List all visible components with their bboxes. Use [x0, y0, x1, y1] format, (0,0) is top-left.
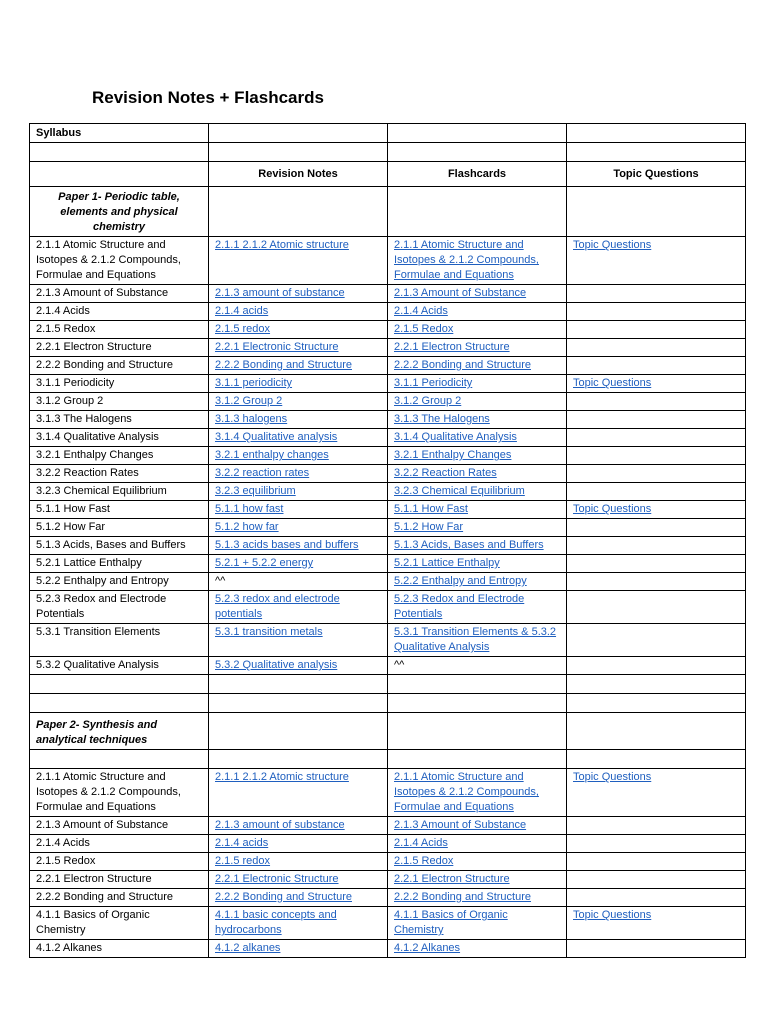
topic-cell-text: 2.2.1 Electron Structure: [36, 341, 152, 353]
empty-cell: [567, 713, 746, 750]
empty-cell: [567, 694, 746, 713]
table-row: [30, 573, 746, 591]
topic-questions-cell: [567, 237, 746, 285]
revision-notes-cell-link[interactable]: 3.1.2 Group 2: [215, 395, 283, 407]
revision-table: [29, 123, 746, 958]
topic-cell-text: 2.1.5 Redox: [36, 323, 96, 335]
topic-questions-cell: [567, 537, 746, 555]
table-row: [30, 375, 746, 393]
topic-cell: [30, 573, 209, 591]
flashcards-cell: [388, 817, 567, 835]
revision-notes-cell: [209, 817, 388, 835]
topic-cell-text: 2.1.4 Acids: [36, 837, 90, 849]
revision-notes-cell-link[interactable]: 2.1.5 redox: [215, 855, 271, 867]
topic-questions-cell: [567, 447, 746, 465]
topic-cell-text: 2.1.1 Atomic Structure and Isotopes & 2.1.2 Compounds, Formulae and Equations: [36, 771, 181, 813]
flashcards-cell-link[interactable]: 2.1.3 Amount of Substance: [394, 819, 527, 831]
table-row: [30, 940, 746, 958]
topic-cell-text: 2.2.2 Bonding and Structure: [36, 359, 173, 371]
flashcards-cell-link[interactable]: 2.1.4 Acids: [394, 305, 448, 317]
revision-notes-cell-link[interactable]: 2.1.4 acids: [215, 305, 269, 317]
topic-cell: [30, 657, 209, 675]
topic-cell: [30, 339, 209, 357]
header-topic-questions: Topic Questions: [567, 162, 746, 187]
empty-cell: [388, 750, 567, 769]
flashcards-cell: [388, 573, 567, 591]
flashcards-cell-link[interactable]: 2.2.2 Bonding and Structure: [394, 359, 531, 371]
revision-notes-cell: [209, 573, 388, 591]
revision-notes-cell-link[interactable]: 3.1.1 periodicity: [215, 377, 293, 389]
topic-cell-text: 2.1.1 Atomic Structure and Isotopes & 2.1.2 Compounds, Formulae and Equations: [36, 239, 181, 281]
flashcards-cell: [388, 339, 567, 357]
topic-questions-cell: [567, 853, 746, 871]
topic-cell: [30, 889, 209, 907]
revision-notes-cell: [209, 519, 388, 537]
revision-notes-cell-link[interactable]: 2.1.5 redox: [215, 323, 271, 335]
empty-cell: [30, 750, 209, 769]
topic-cell-text: 5.2.3 Redox and Electrode Potentials: [36, 593, 167, 620]
header-revision-notes: Revision Notes: [209, 162, 388, 187]
revision-notes-cell-link[interactable]: 2.2.1 Electronic Structure: [215, 873, 339, 885]
topic-cell: [30, 483, 209, 501]
table-row: [30, 624, 746, 657]
revision-notes-cell-link[interactable]: 3.1.3 halogens: [215, 413, 288, 425]
topic-questions-cell: [567, 769, 746, 817]
revision-notes-cell-link[interactable]: 3.1.4 Qualitative analysis: [215, 431, 338, 443]
flashcards-cell: [388, 519, 567, 537]
revision-notes-cell: [209, 483, 388, 501]
header-row: [30, 162, 746, 187]
topic-questions-cell: [567, 429, 746, 447]
flashcards-cell-link[interactable]: 3.1.3 The Halogens: [394, 413, 490, 425]
topic-cell: [30, 835, 209, 853]
revision-notes-cell-link[interactable]: 2.2.2 Bonding and Structure: [215, 359, 352, 371]
flashcards-cell-link[interactable]: 5.1.3 Acids, Bases and Buffers: [394, 539, 544, 551]
flashcards-cell: [388, 375, 567, 393]
flashcards-cell-link[interactable]: 3.1.2 Group 2: [394, 395, 462, 407]
flashcards-cell-link[interactable]: 2.1.4 Acids: [394, 837, 448, 849]
topic-cell: [30, 555, 209, 573]
table-row: [30, 907, 746, 940]
paper2-heading-row: [30, 713, 746, 750]
revision-notes-cell: [209, 537, 388, 555]
topic-cell-text: 5.2.1 Lattice Enthalpy: [36, 557, 142, 569]
flashcards-cell: [388, 853, 567, 871]
flashcards-cell: [388, 555, 567, 573]
flashcards-cell: [388, 871, 567, 889]
flashcards-cell-link[interactable]: 5.2.3 Redox and Electrode Potentials: [394, 593, 525, 620]
table-row: [30, 321, 746, 339]
empty-cell: [209, 124, 388, 143]
table-row: [30, 537, 746, 555]
flashcards-cell: [388, 835, 567, 853]
flashcards-cell-link[interactable]: 4.1.2 Alkanes: [394, 942, 461, 954]
revision-notes-cell-link[interactable]: 5.1.1 how fast: [215, 503, 284, 515]
topic-questions-cell: [567, 871, 746, 889]
empty-cell: [567, 187, 746, 237]
topic-questions-cell: [567, 573, 746, 591]
revision-notes-cell: [209, 591, 388, 624]
revision-notes-cell: [209, 411, 388, 429]
empty-cell: [209, 694, 388, 713]
table-row: [30, 591, 746, 624]
topic-cell-text: 2.1.3 Amount of Substance: [36, 287, 169, 299]
flashcards-cell-link[interactable]: 2.1.5 Redox: [394, 323, 454, 335]
topic-questions-cell: [567, 393, 746, 411]
revision-notes-cell: [209, 940, 388, 958]
table-row: [30, 817, 746, 835]
topic-questions-cell: [567, 591, 746, 624]
topic-cell-text: 5.3.1 Transition Elements: [36, 626, 161, 638]
topic-cell: [30, 303, 209, 321]
revision-notes-cell-link[interactable]: 2.1.1 2.1.2 Atomic structure: [215, 771, 349, 783]
flashcards-cell: [388, 624, 567, 657]
spacer-row: [30, 675, 746, 694]
empty-cell: [209, 750, 388, 769]
revision-notes-cell: [209, 889, 388, 907]
topic-questions-cell: [567, 357, 746, 375]
topic-cell: [30, 237, 209, 285]
table-row: [30, 237, 746, 285]
empty-cell: [388, 675, 567, 694]
topic-cell-text: 3.1.3 The Halogens: [36, 413, 132, 425]
empty-cell: [30, 143, 209, 162]
topic-questions-cell: [567, 285, 746, 303]
empty-cell: [567, 675, 746, 694]
topic-cell-text: 4.1.1 Basics of Organic Chemistry: [36, 909, 150, 936]
topic-cell-text: 3.2.1 Enthalpy Changes: [36, 449, 154, 461]
spacer-row: [30, 750, 746, 769]
topic-questions-cell: [567, 624, 746, 657]
revision-notes-cell-link[interactable]: 2.2.2 Bonding and Structure: [215, 891, 352, 903]
flashcards-cell: [388, 237, 567, 285]
empty-cell: [209, 713, 388, 750]
syllabus-label: Syllabus: [30, 124, 209, 143]
flashcards-cell: [388, 393, 567, 411]
revision-notes-cell-link[interactable]: 3.2.1 enthalpy changes: [215, 449, 329, 461]
table-row: [30, 429, 746, 447]
revision-notes-cell-link[interactable]: 5.1.2 how far: [215, 521, 279, 533]
flashcards-cell-link[interactable]: 2.2.1 Electron Structure: [394, 873, 510, 885]
flashcards-cell: [388, 940, 567, 958]
empty-cell: [30, 675, 209, 694]
topic-cell: [30, 907, 209, 940]
topic-questions-cell-link[interactable]: Topic Questions: [573, 503, 652, 515]
topic-cell-text: 2.2.2 Bonding and Structure: [36, 891, 173, 903]
paper1-title: Paper 1- Periodic table, elements and physical chemistry: [30, 187, 209, 237]
table-row: [30, 339, 746, 357]
table-row: [30, 769, 746, 817]
revision-notes-cell: [209, 853, 388, 871]
flashcards-cell: [388, 321, 567, 339]
revision-notes-cell-link[interactable]: 5.3.2 Qualitative analysis: [215, 659, 338, 671]
flashcards-cell: [388, 501, 567, 519]
document-title: Revision Notes + Flashcards: [92, 88, 324, 107]
table-row: [30, 393, 746, 411]
revision-notes-cell: [209, 657, 388, 675]
table-row: [30, 447, 746, 465]
flashcards-cell-link[interactable]: 3.2.1 Enthalpy Changes: [394, 449, 512, 461]
revision-notes-cell: [209, 357, 388, 375]
topic-cell-text: 5.1.1 How Fast: [36, 503, 110, 515]
topic-cell-text: 3.1.1 Periodicity: [36, 377, 115, 389]
flashcards-cell: [388, 465, 567, 483]
topic-cell: [30, 375, 209, 393]
empty-cell: [567, 143, 746, 162]
topic-cell: [30, 447, 209, 465]
topic-cell-text: 2.1.4 Acids: [36, 305, 90, 317]
flashcards-cell: [388, 411, 567, 429]
revision-notes-cell: [209, 429, 388, 447]
topic-questions-cell: [567, 555, 746, 573]
revision-notes-cell: [209, 465, 388, 483]
revision-notes-cell-link[interactable]: 5.2.1 + 5.2.2 energy: [215, 557, 314, 569]
table-row: [30, 303, 746, 321]
topic-questions-cell: [567, 889, 746, 907]
topic-cell: [30, 769, 209, 817]
flashcards-cell: [388, 357, 567, 375]
revision-notes-cell: [209, 339, 388, 357]
header-flashcards: Flashcards: [388, 162, 567, 187]
flashcards-cell: [388, 447, 567, 465]
table-row: [30, 871, 746, 889]
table-row: [30, 853, 746, 871]
topic-questions-cell: [567, 907, 746, 940]
empty-cell: [30, 162, 209, 187]
table-row: [30, 357, 746, 375]
topic-cell: [30, 817, 209, 835]
empty-cell: [388, 713, 567, 750]
revision-notes-cell: [209, 907, 388, 940]
revision-notes-cell: [209, 624, 388, 657]
table-row: [30, 519, 746, 537]
revision-notes-cell: [209, 237, 388, 285]
revision-notes-cell-link[interactable]: 2.1.4 acids: [215, 837, 269, 849]
topic-questions-cell: [567, 501, 746, 519]
empty-cell: [388, 124, 567, 143]
topic-questions-cell: [567, 817, 746, 835]
table-row: [30, 483, 746, 501]
topic-cell: [30, 393, 209, 411]
topic-questions-cell: [567, 465, 746, 483]
flashcards-cell-link[interactable]: 3.1.1 Periodicity: [394, 377, 473, 389]
spacer-row: [30, 143, 746, 162]
flashcards-cell-link[interactable]: 3.1.4 Qualitative Analysis: [394, 431, 517, 443]
table-row: [30, 889, 746, 907]
table-row: [30, 465, 746, 483]
table-row: [30, 501, 746, 519]
flashcards-cell-link[interactable]: 2.2.1 Electron Structure: [394, 341, 510, 353]
topic-cell: [30, 591, 209, 624]
flashcards-cell-link[interactable]: 5.2.2 Enthalpy and Entropy: [394, 575, 527, 587]
topic-cell-text: 2.1.5 Redox: [36, 855, 96, 867]
topic-cell: [30, 624, 209, 657]
topic-cell: [30, 285, 209, 303]
topic-questions-cell: [567, 519, 746, 537]
topic-questions-cell: [567, 321, 746, 339]
topic-questions-cell: [567, 375, 746, 393]
flashcards-cell-link[interactable]: 4.1.1 Basics of Organic Chemistry: [394, 909, 508, 936]
flashcards-cell: [388, 429, 567, 447]
topic-cell: [30, 501, 209, 519]
revision-notes-cell: [209, 447, 388, 465]
revision-notes-cell: [209, 555, 388, 573]
revision-notes-cell: [209, 393, 388, 411]
topic-questions-cell-link[interactable]: Topic Questions: [573, 239, 652, 251]
revision-notes-cell: [209, 769, 388, 817]
flashcards-cell: [388, 303, 567, 321]
revision-notes-cell: [209, 285, 388, 303]
empty-cell: [388, 187, 567, 237]
table-row: [30, 835, 746, 853]
revision-notes-cell-link[interactable]: 4.1.2 alkanes: [215, 942, 281, 954]
topic-cell: [30, 321, 209, 339]
topic-cell-text: 2.2.1 Electron Structure: [36, 873, 152, 885]
revision-notes-cell-link[interactable]: 2.1.3 amount of substance: [215, 287, 345, 299]
flashcards-cell: [388, 285, 567, 303]
revision-notes-cell-link[interactable]: 2.2.1 Electronic Structure: [215, 341, 339, 353]
flashcards-cell: [388, 591, 567, 624]
table-row: [30, 411, 746, 429]
revision-notes-cell: [209, 321, 388, 339]
topic-cell-text: 2.1.3 Amount of Substance: [36, 819, 169, 831]
topic-questions-cell: [567, 339, 746, 357]
flashcards-cell-link[interactable]: 2.2.2 Bonding and Structure: [394, 891, 531, 903]
flashcards-cell: [388, 769, 567, 817]
flashcards-cell-link[interactable]: 5.1.2 How Far: [394, 521, 464, 533]
topic-cell: [30, 853, 209, 871]
revision-notes-cell: [209, 501, 388, 519]
flashcards-cell-link[interactable]: 3.2.3 Chemical Equilibrium: [394, 485, 525, 497]
empty-cell: [567, 124, 746, 143]
topic-questions-cell: [567, 835, 746, 853]
flashcards-cell-link[interactable]: 2.1.1 Atomic Structure and Isotopes & 2.1.2 Compounds, Formulae and Equations: [394, 239, 539, 281]
topic-questions-cell: [567, 940, 746, 958]
spacer-row: [30, 694, 746, 713]
empty-cell: [567, 750, 746, 769]
flashcards-cell: [388, 907, 567, 940]
flashcards-cell: [388, 483, 567, 501]
topic-cell: [30, 519, 209, 537]
revision-notes-cell-link[interactable]: 4.1.1 basic concepts and hydrocarbons: [215, 909, 337, 936]
topic-questions-cell-link[interactable]: Topic Questions: [573, 909, 652, 921]
revision-notes-cell: [209, 303, 388, 321]
table-row: [30, 657, 746, 675]
empty-cell: [30, 694, 209, 713]
topic-cell-text: 5.3.2 Qualitative Analysis: [36, 659, 159, 671]
topic-cell: [30, 411, 209, 429]
revision-notes-cell-text: ^^: [215, 575, 226, 587]
revision-notes-cell-link[interactable]: 2.1.1 2.1.2 Atomic structure: [215, 239, 349, 251]
topic-cell-text: 3.1.2 Group 2: [36, 395, 104, 407]
flashcards-cell: [388, 537, 567, 555]
topic-questions-cell: [567, 303, 746, 321]
topic-questions-cell-link[interactable]: Topic Questions: [573, 377, 652, 389]
topic-cell: [30, 871, 209, 889]
revision-notes-cell-link[interactable]: 2.1.3 amount of substance: [215, 819, 345, 831]
table-row: [30, 285, 746, 303]
topic-cell: [30, 537, 209, 555]
empty-cell: [388, 143, 567, 162]
topic-cell-text: 5.2.2 Enthalpy and Entropy: [36, 575, 169, 587]
topic-cell-text: 3.2.2 Reaction Rates: [36, 467, 139, 479]
topic-cell: [30, 357, 209, 375]
revision-notes-cell-link[interactable]: 3.2.3 equilibrium: [215, 485, 296, 497]
topic-questions-cell: [567, 657, 746, 675]
table-row: [30, 555, 746, 573]
syllabus-row: [30, 124, 746, 143]
flashcards-cell-link[interactable]: 2.1.5 Redox: [394, 855, 454, 867]
flashcards-cell: [388, 657, 567, 675]
topic-cell: [30, 465, 209, 483]
flashcards-cell: [388, 889, 567, 907]
revision-notes-cell: [209, 871, 388, 889]
topic-questions-cell: [567, 411, 746, 429]
empty-cell: [209, 187, 388, 237]
topic-cell-text: 5.1.3 Acids, Bases and Buffers: [36, 539, 186, 551]
revision-notes-cell-link[interactable]: 5.2.3 redox and electrode potentials: [215, 593, 340, 620]
flashcards-cell-link[interactable]: 2.1.1 Atomic Structure and Isotopes & 2.1.2 Compounds, Formulae and Equations: [394, 771, 539, 813]
empty-cell: [209, 143, 388, 162]
flashcards-cell-link[interactable]: 2.1.3 Amount of Substance: [394, 287, 527, 299]
topic-cell: [30, 429, 209, 447]
flashcards-cell-link[interactable]: 5.1.1 How Fast: [394, 503, 468, 515]
topic-cell-text: 3.1.4 Qualitative Analysis: [36, 431, 159, 443]
topic-cell: [30, 940, 209, 958]
paper2-title: Paper 2- Synthesis and analytical techniques: [30, 713, 209, 750]
topic-questions-cell: [567, 483, 746, 501]
topic-cell-text: 5.1.2 How Far: [36, 521, 106, 533]
paper1-heading-row: [30, 187, 746, 237]
revision-notes-cell: [209, 835, 388, 853]
topic-questions-cell-link[interactable]: Topic Questions: [573, 771, 652, 783]
topic-cell-text: 4.1.2 Alkanes: [36, 942, 103, 954]
revision-notes-cell-link[interactable]: 3.2.2 reaction rates: [215, 467, 310, 479]
empty-cell: [388, 694, 567, 713]
flashcards-cell-text: ^^: [394, 659, 405, 671]
empty-cell: [209, 675, 388, 694]
flashcards-cell-link[interactable]: 5.3.1 Transition Elements & 5.3.2 Qualitative Analysis: [394, 626, 557, 653]
topic-cell-text: 3.2.3 Chemical Equilibrium: [36, 485, 167, 497]
flashcards-cell-link[interactable]: 5.2.1 Lattice Enthalpy: [394, 557, 500, 569]
revision-notes-cell-link[interactable]: 5.3.1 transition metals: [215, 626, 323, 638]
revision-notes-cell-link[interactable]: 5.1.3 acids bases and buffers: [215, 539, 359, 551]
flashcards-cell-link[interactable]: 3.2.2 Reaction Rates: [394, 467, 497, 479]
revision-notes-cell: [209, 375, 388, 393]
